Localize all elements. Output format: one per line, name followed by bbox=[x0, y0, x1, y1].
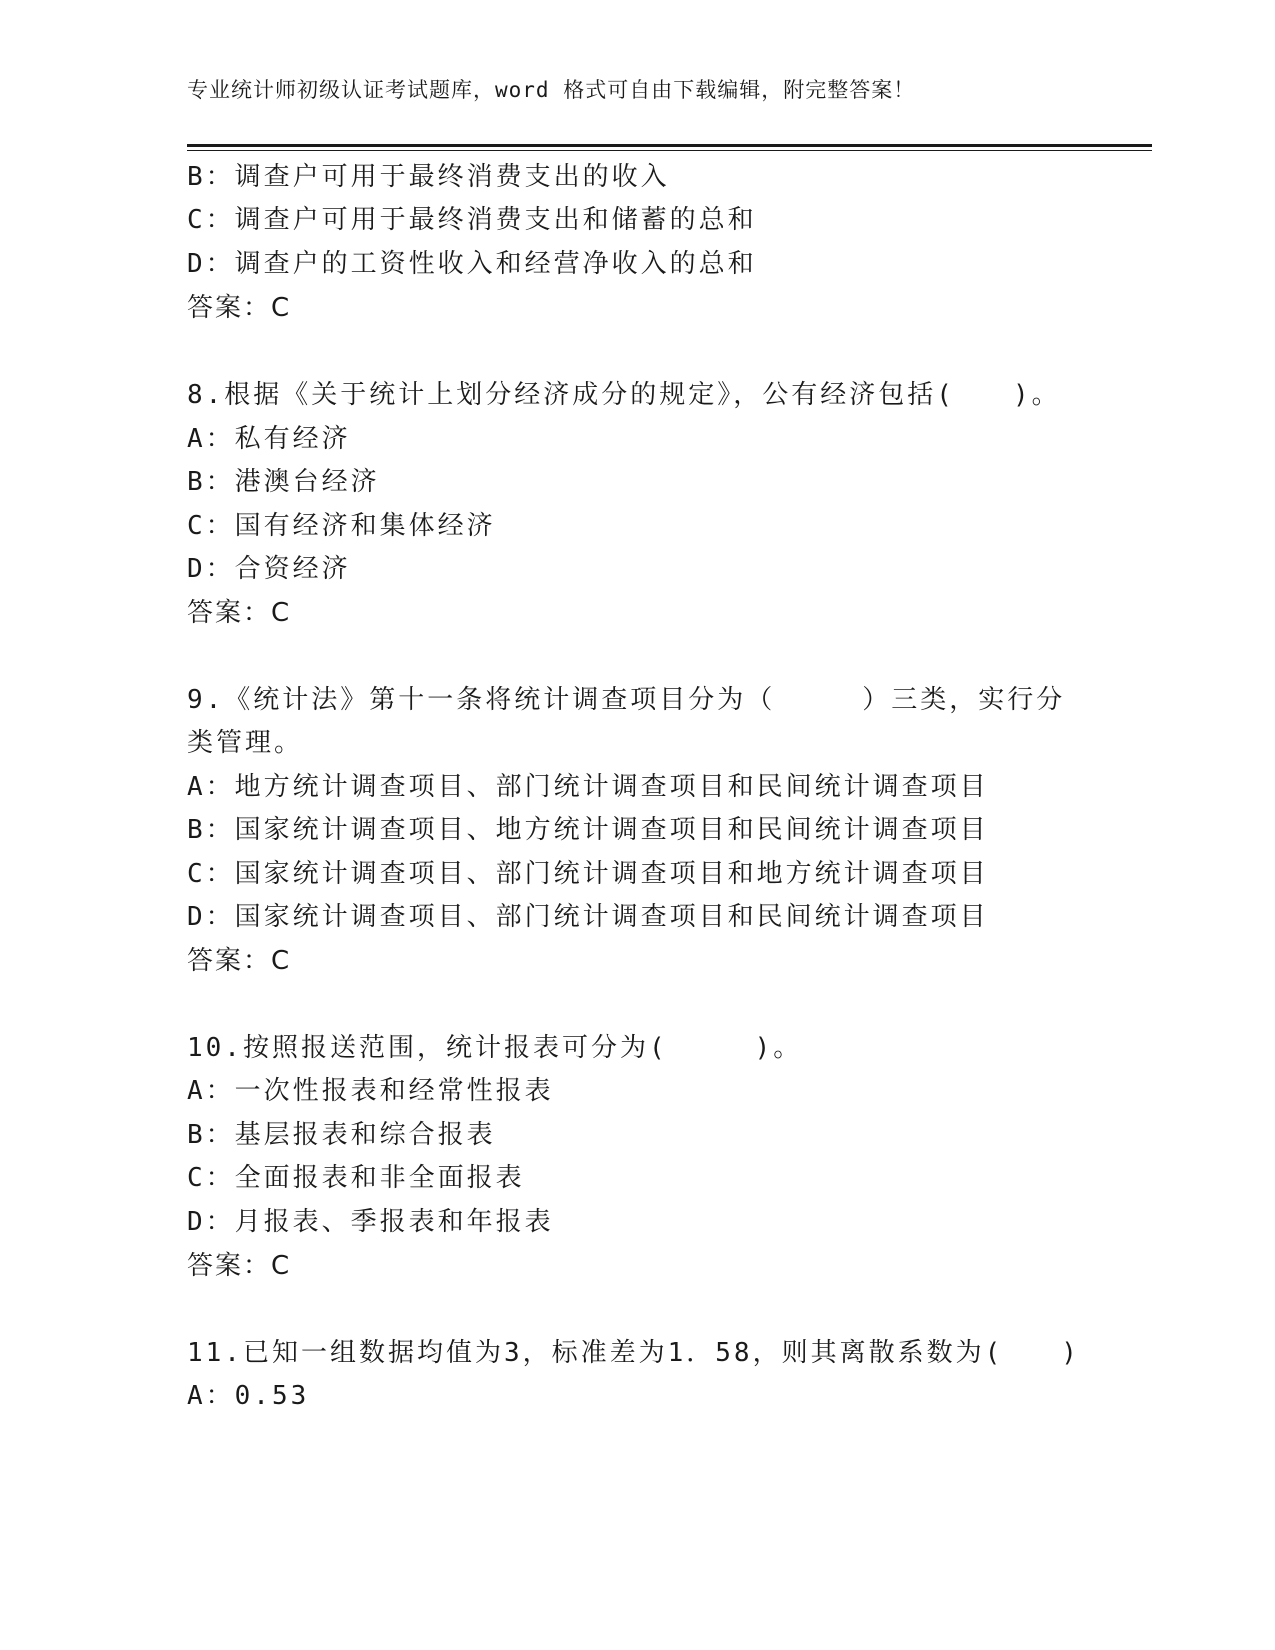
q7-answer: 答案：C bbox=[187, 293, 292, 323]
q7-option-d: D：调查户的工资性收入和经营净收入的总和 bbox=[187, 249, 757, 279]
q11-stem: 11.已知一组数据均值为3，标准差为1．58，则其离散系数为( ) bbox=[187, 1338, 1080, 1368]
q8-option-a: A：私有经济 bbox=[187, 424, 351, 454]
q8-option-b: B：港澳台经济 bbox=[187, 467, 380, 497]
q9-stem-line2: 类管理。 bbox=[187, 728, 304, 758]
q7-option-b: B：调查户可用于最终消费支出的收入 bbox=[187, 162, 670, 192]
header-rule-thin bbox=[187, 150, 1152, 151]
q10-answer: 答案：C bbox=[187, 1251, 292, 1281]
q9-option-a: A：地方统计调查项目、部门统计调查项目和民间统计调查项目 bbox=[187, 772, 989, 802]
q10-option-a: A：一次性报表和经常性报表 bbox=[187, 1076, 554, 1106]
page-header: 专业统计师初级认证考试题库，word 格式可自由下载编辑，附完整答案！ bbox=[187, 78, 916, 102]
q10-option-d: D：月报表、季报表和年报表 bbox=[187, 1207, 554, 1237]
q8-option-c: C：国有经济和集体经济 bbox=[187, 511, 496, 541]
q9-option-d: D：国家统计调查项目、部门统计调查项目和民间统计调查项目 bbox=[187, 902, 989, 932]
header-rule-thick bbox=[187, 144, 1152, 147]
q9-stem-line1: 9.《统计法》第十一条将统计调查项目分为（ ）三类，实行分 bbox=[187, 685, 1066, 715]
q9-option-c: C：国家统计调查项目、部门统计调查项目和地方统计调查项目 bbox=[187, 859, 989, 889]
q10-option-b: B：基层报表和综合报表 bbox=[187, 1120, 496, 1150]
q9-option-b: B：国家统计调查项目、地方统计调查项目和民间统计调查项目 bbox=[187, 815, 989, 845]
q9-answer: 答案：C bbox=[187, 946, 292, 976]
q8-option-d: D：合资经济 bbox=[187, 554, 351, 584]
q8-answer: 答案：C bbox=[187, 598, 292, 628]
q8-stem: 8.根据《关于统计上划分经济成分的规定》，公有经济包括( )。 bbox=[187, 380, 1061, 410]
q10-stem: 10.按照报送范围，统计报表可分为( )。 bbox=[187, 1033, 803, 1063]
q11-option-a: A：0.53 bbox=[187, 1381, 310, 1411]
q10-option-c: C：全面报表和非全面报表 bbox=[187, 1163, 525, 1193]
q7-option-c: C：调查户可用于最终消费支出和储蓄的总和 bbox=[187, 205, 757, 235]
